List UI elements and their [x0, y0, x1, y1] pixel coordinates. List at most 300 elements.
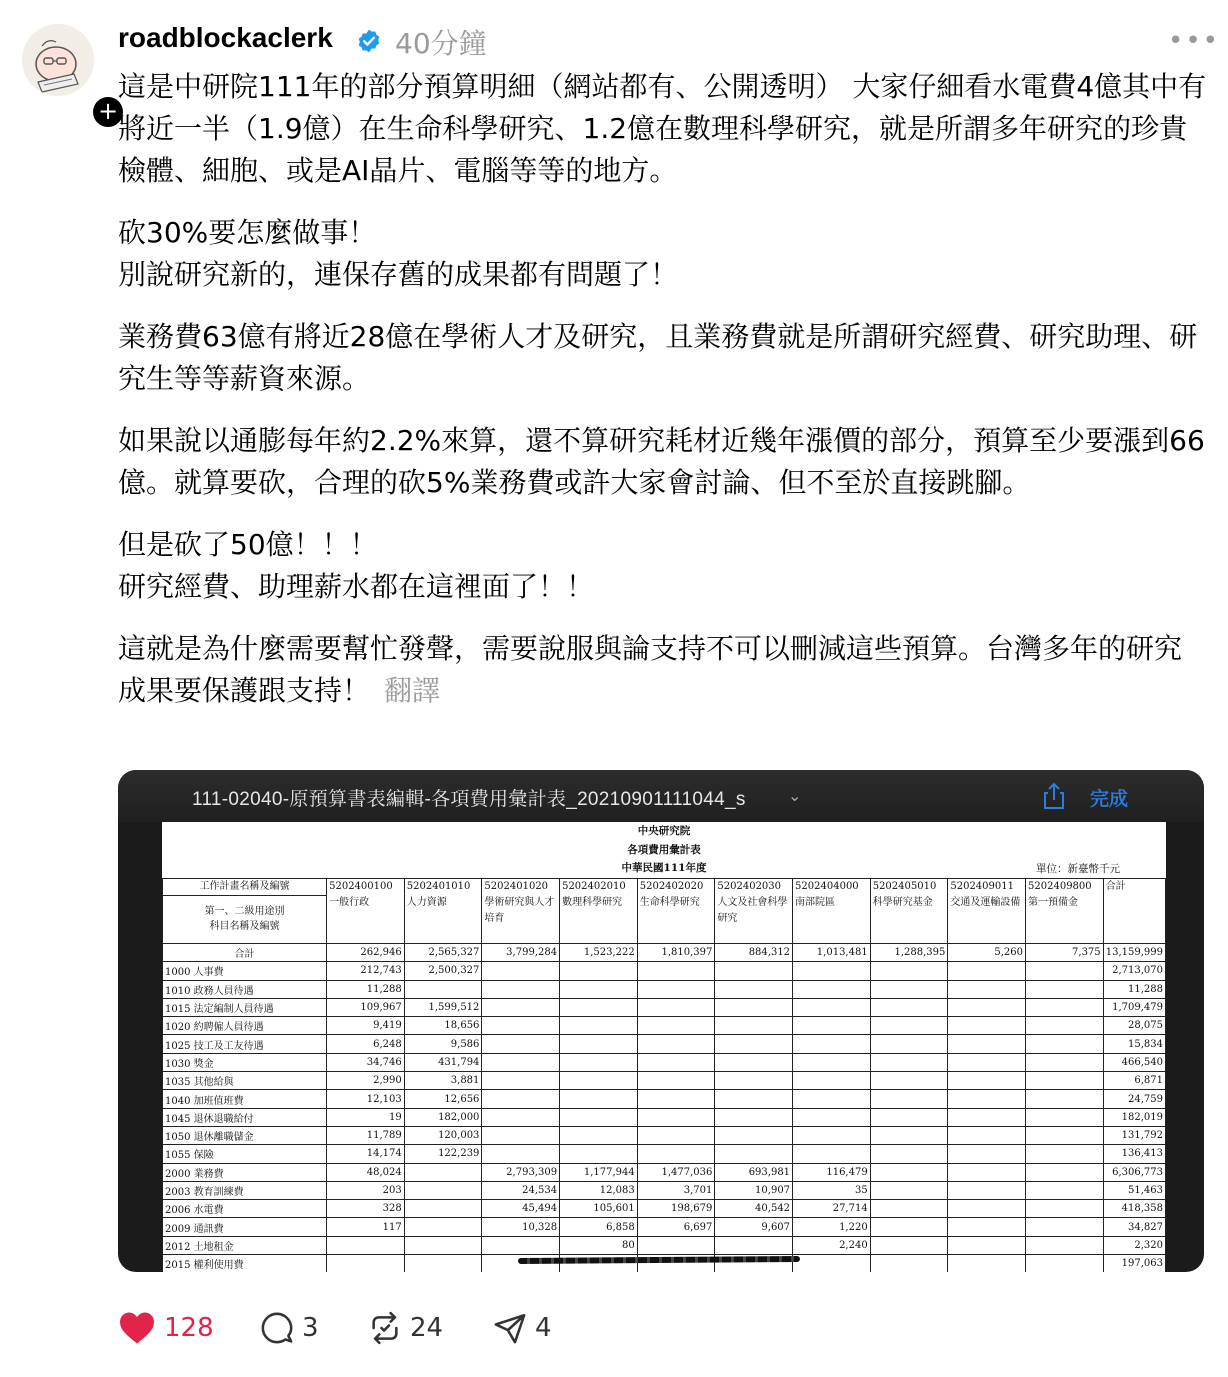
row-label: 2006 水電費 — [163, 1200, 327, 1218]
table-cell — [404, 1255, 482, 1272]
table-cell: 5,260 — [948, 944, 1026, 962]
table-cell: 2,793,309 — [482, 1163, 560, 1181]
column-header-5 — [715, 879, 793, 944]
table-cell — [948, 962, 1026, 980]
table-cell: 14,174 — [327, 1145, 405, 1163]
table-cell: 35 — [793, 1181, 871, 1199]
sheet-title: 各項費用彙計表 — [627, 844, 701, 856]
table-cell: 10,328 — [482, 1218, 560, 1236]
table-cell — [715, 1108, 793, 1126]
table-cell: 418,358 — [1103, 1200, 1165, 1218]
column-code: 5202402030 — [717, 881, 782, 892]
table-cell: 34,827 — [1103, 1218, 1165, 1236]
translate-link[interactable]: 翻譯 — [384, 674, 441, 707]
column-header-8 — [948, 879, 1026, 944]
table-cell — [1026, 1145, 1104, 1163]
table-cell: 24,759 — [1103, 1090, 1165, 1108]
column-name: 數理科學研究 — [562, 897, 623, 908]
table-cell — [793, 1145, 871, 1163]
table-cell — [637, 1145, 715, 1163]
table-cell — [715, 1236, 793, 1254]
table-cell — [637, 998, 715, 1016]
table-cell — [560, 1017, 638, 1035]
table-cell — [948, 1072, 1026, 1090]
table-cell: 105,601 — [560, 1200, 638, 1218]
table-cell: 6,306,773 — [1103, 1163, 1165, 1181]
table-cell — [637, 1236, 715, 1254]
table-cell — [482, 1053, 560, 1071]
table-cell: 9,586 — [404, 1035, 482, 1053]
post-paragraph: 這是中研院111年的部分預算明細（網站都有、公開透明） 大家仔細看水電費4億其中有將近一半（1.9億）在生命科學研究、1.2億在數理科學研究，就是所謂多年研究的珍貴檢體、細胞、或是AI晶片、電腦等等的地方。 — [118, 70, 1207, 187]
table-cell: 40,542 — [715, 1200, 793, 1218]
table-cell — [404, 980, 482, 998]
share-count: 4 — [535, 1313, 552, 1343]
table-cell — [948, 1090, 1026, 1108]
column-code: 5202402020 — [639, 881, 704, 892]
table-cell: 1,013,481 — [793, 944, 871, 962]
table-cell — [482, 998, 560, 1016]
username[interactable]: roadblockaclerk — [118, 22, 333, 53]
post-paragraph-text: 這就是為什麼需要幫忙發聲，需要說服與論支持不可以刪減這些預算。台灣多年的研究成果要保護跟支持！ — [118, 632, 1183, 707]
row-label: 2000 業務費 — [163, 1163, 327, 1181]
table-cell — [948, 1108, 1026, 1126]
column-code: 5202409800 — [1028, 881, 1092, 892]
table-cell — [793, 1255, 871, 1272]
row-label: 1030 獎金 — [163, 1053, 327, 1071]
column-header-2 — [482, 879, 560, 944]
table-cell — [793, 962, 871, 980]
table-cell — [1026, 1072, 1104, 1090]
table-cell — [637, 1072, 715, 1090]
table-cell — [1026, 1053, 1104, 1071]
column-name: 合計 — [1105, 881, 1126, 892]
table-cell — [870, 1236, 948, 1254]
table-cell — [1026, 962, 1104, 980]
table-row — [163, 962, 1166, 980]
table-cell — [560, 1108, 638, 1126]
more-options-icon[interactable]: ••• — [1168, 26, 1221, 56]
table-cell: 9,419 — [327, 1017, 405, 1035]
column-name: 生命科學研究 — [639, 897, 700, 908]
table-cell — [560, 998, 638, 1016]
table-cell — [715, 1072, 793, 1090]
table-cell: 28,075 — [1103, 1017, 1165, 1035]
share-button[interactable] — [493, 1306, 552, 1350]
repost-icon — [368, 1311, 402, 1345]
table-cell: 122,239 — [404, 1145, 482, 1163]
budget-table — [162, 878, 1166, 1272]
table-row — [163, 1236, 1166, 1254]
table-cell: 13,159,999 — [1103, 944, 1165, 962]
table-cell — [1026, 1090, 1104, 1108]
column-header-0 — [327, 879, 405, 944]
row-label: 1000 人事費 — [163, 962, 327, 980]
column-code: 5202402010 — [562, 881, 626, 892]
table-cell — [637, 1090, 715, 1108]
row-label: 2003 教育訓練費 — [163, 1181, 327, 1199]
table-cell — [637, 1017, 715, 1035]
table-cell — [870, 1145, 948, 1163]
table-cell — [870, 1035, 948, 1053]
table-cell: 15,834 — [1103, 1035, 1165, 1053]
table-cell: 1,523,222 — [560, 944, 638, 962]
table-cell — [870, 1090, 948, 1108]
table-cell — [715, 1090, 793, 1108]
like-button[interactable] — [118, 1306, 214, 1350]
table-row — [163, 944, 1166, 962]
table-row — [163, 1126, 1166, 1144]
verified-badge-icon — [356, 28, 382, 54]
heart-icon — [118, 1311, 156, 1345]
table-cell: 11,789 — [327, 1126, 405, 1144]
table-cell — [1026, 1035, 1104, 1053]
corner-bottom-label: 第一、二級用途別 科目名稱及編號 — [204, 906, 285, 932]
table-cell: 182,019 — [1103, 1108, 1165, 1126]
row-label: 合計 — [163, 944, 327, 962]
table-cell: 45,494 — [482, 1200, 560, 1218]
table-cell — [793, 1108, 871, 1126]
table-cell: 109,967 — [327, 998, 405, 1016]
table-cell — [482, 1072, 560, 1090]
sheet-unit: 單位：新臺幣千元 — [1036, 863, 1120, 875]
table-cell — [482, 1017, 560, 1035]
table-cell — [637, 980, 715, 998]
column-name: 交通及運輸設備 — [950, 897, 1021, 908]
table-cell — [948, 1200, 1026, 1218]
comment-icon — [260, 1311, 294, 1345]
table-cell — [1026, 998, 1104, 1016]
table-row — [163, 1218, 1166, 1236]
avatar-follow-wrap — [22, 24, 119, 125]
table-cell: 18,656 — [404, 1017, 482, 1035]
table-cell — [637, 1108, 715, 1126]
table-cell: 6,858 — [560, 1218, 638, 1236]
table-cell — [948, 1035, 1026, 1053]
post-image[interactable] — [118, 770, 1204, 1272]
table-cell — [1026, 1108, 1104, 1126]
table-cell: 1,220 — [793, 1218, 871, 1236]
table-cell: 12,656 — [404, 1090, 482, 1108]
table-cell — [948, 1126, 1026, 1144]
table-cell: 197,063 — [1103, 1255, 1165, 1272]
table-cell — [793, 1126, 871, 1144]
table-cell: 12,083 — [560, 1181, 638, 1199]
row-label: 1010 政務人員待遇 — [163, 980, 327, 998]
table-cell: 51,463 — [1103, 1181, 1165, 1199]
row-label: 1050 退休離職儲金 — [163, 1126, 327, 1144]
table-cell — [870, 980, 948, 998]
table-cell — [1026, 1126, 1104, 1144]
table-cell: 1,599,512 — [404, 998, 482, 1016]
table-row — [163, 980, 1166, 998]
table-row — [163, 1017, 1166, 1035]
table-row — [163, 1163, 1166, 1181]
table-cell — [715, 962, 793, 980]
row-label: 1035 其他給與 — [163, 1072, 327, 1090]
table-cell: 6,871 — [1103, 1072, 1165, 1090]
table-cell — [948, 1163, 1026, 1181]
table-cell — [948, 980, 1026, 998]
table-cell — [715, 1126, 793, 1144]
table-cell — [715, 998, 793, 1016]
table-cell: 6,697 — [637, 1218, 715, 1236]
column-header-7 — [870, 879, 948, 944]
table-cell — [327, 1236, 405, 1254]
row-label: 1040 加班值班費 — [163, 1090, 327, 1108]
post-paragraph-last — [118, 628, 1208, 712]
table-cell — [948, 1255, 1026, 1272]
table-cell: 2,320 — [1103, 1236, 1165, 1254]
column-name: 學術研究與人才培育 — [484, 897, 555, 924]
table-cell — [482, 1090, 560, 1108]
column-code: 5202401010 — [406, 881, 471, 892]
budget-sheet — [162, 822, 1166, 1272]
table-cell: 182,000 — [404, 1108, 482, 1126]
column-code: 5202401020 — [484, 881, 549, 892]
table-cell: 2,713,070 — [1103, 962, 1165, 980]
table-cell — [482, 962, 560, 980]
table-cell — [948, 1236, 1026, 1254]
table-cell — [637, 962, 715, 980]
column-name: 科學研究基金 — [872, 897, 933, 908]
table-cell — [793, 998, 871, 1016]
table-cell — [870, 1181, 948, 1199]
table-cell: 11,288 — [327, 980, 405, 998]
table-cell — [404, 1200, 482, 1218]
comment-button[interactable] — [260, 1306, 319, 1350]
table-cell — [1026, 1236, 1104, 1254]
table-cell: 3,701 — [637, 1181, 715, 1199]
table-cell — [715, 1017, 793, 1035]
post-paragraph: 但是砍了50億！！！ — [118, 528, 378, 561]
column-code: 5202405010 — [872, 881, 937, 892]
follow-plus-icon[interactable]: + — [90, 94, 126, 130]
table-cell: 1,477,036 — [637, 1163, 715, 1181]
table-cell — [404, 1236, 482, 1254]
table-row — [163, 1181, 1166, 1199]
table-cell: 10,907 — [715, 1181, 793, 1199]
table-row — [163, 1090, 1166, 1108]
table-cell — [560, 1126, 638, 1144]
table-cell — [404, 1163, 482, 1181]
table-cell — [870, 1108, 948, 1126]
table-cell: 1,177,944 — [560, 1163, 638, 1181]
table-cell — [1026, 1255, 1104, 1272]
repost-button[interactable] — [368, 1306, 443, 1350]
table-cell: 24,534 — [482, 1181, 560, 1199]
column-header-3 — [560, 879, 638, 944]
table-row — [163, 1053, 1166, 1071]
table-corner-cell — [163, 879, 327, 944]
column-name: 南部院區 — [795, 897, 836, 908]
share-icon[interactable] — [1042, 782, 1066, 810]
table-row — [163, 1108, 1166, 1126]
post-paragraph: 別說研究新的，連保存舊的成果都有問題了！ — [118, 258, 679, 291]
table-cell — [482, 1035, 560, 1053]
column-header-4 — [637, 879, 715, 944]
table-cell — [793, 1090, 871, 1108]
table-cell — [948, 1181, 1026, 1199]
table-cell: 34,746 — [327, 1053, 405, 1071]
table-cell — [793, 1017, 871, 1035]
column-header-9 — [1026, 879, 1104, 944]
table-cell: 262,946 — [327, 944, 405, 962]
table-cell — [637, 1053, 715, 1071]
comment-count: 3 — [302, 1313, 319, 1343]
table-cell — [870, 1072, 948, 1090]
table-cell: 9,607 — [715, 1218, 793, 1236]
row-label: 1015 法定編制人員待遇 — [163, 998, 327, 1016]
table-cell: 203 — [327, 1181, 405, 1199]
table-cell — [1026, 1017, 1104, 1035]
corner-top-label: 工作計畫名稱及編號 — [163, 879, 326, 896]
table-cell — [560, 1072, 638, 1090]
column-name: 第一預備金 — [1028, 897, 1079, 908]
table-cell: 116,479 — [793, 1163, 871, 1181]
table-cell — [637, 1126, 715, 1144]
table-cell: 431,794 — [404, 1053, 482, 1071]
table-cell: 3,881 — [404, 1072, 482, 1090]
column-code: 5202400100 — [329, 881, 393, 892]
column-code: 5202409011 — [950, 881, 1014, 892]
table-cell — [560, 1053, 638, 1071]
table-cell — [793, 1035, 871, 1053]
table-cell: 2,565,327 — [404, 944, 482, 962]
table-cell: 131,792 — [1103, 1126, 1165, 1144]
table-cell — [715, 1035, 793, 1053]
table-cell: 2,500,327 — [404, 962, 482, 980]
table-cell — [715, 1145, 793, 1163]
table-cell — [404, 1181, 482, 1199]
table-cell: 884,312 — [715, 944, 793, 962]
table-cell — [948, 1218, 1026, 1236]
row-label: 2015 權利使用費 — [163, 1255, 327, 1272]
send-icon — [493, 1311, 527, 1345]
table-cell: 6,248 — [327, 1035, 405, 1053]
table-cell: 27,714 — [793, 1200, 871, 1218]
post-paragraph: 如果說以通膨每年約2.2%來算，還不算研究耗材近幾年漲價的部分，預算至少要漲到66億。就算要砍，合理的砍5%業務費或許大家會討論、但不至於直接跳腳。 — [118, 424, 1205, 499]
chevron-down-icon[interactable]: ⌄ — [788, 786, 802, 805]
table-row — [163, 1072, 1166, 1090]
file-title: 111-02040-原預算書表編輯-各項費用彙計表_20210901111044_s — [192, 789, 746, 810]
table-cell — [948, 1017, 1026, 1035]
post-paragraph: 業務費63億有將近28億在學術人才及研究，且業務費就是所謂研究經費、研究助理、研究生等等薪資來源。 — [118, 320, 1198, 395]
table-cell — [793, 980, 871, 998]
table-cell — [1026, 980, 1104, 998]
table-cell: 80 — [560, 1236, 638, 1254]
table-cell — [870, 1126, 948, 1144]
table-cell — [948, 1053, 1026, 1071]
row-label: 1020 約聘僱人員待遇 — [163, 1017, 327, 1035]
column-code: 5202404000 — [795, 881, 859, 892]
table-cell — [560, 1035, 638, 1053]
table-cell — [637, 1035, 715, 1053]
table-cell: 136,413 — [1103, 1145, 1165, 1163]
table-cell: 212,743 — [327, 962, 405, 980]
table-row — [163, 1200, 1166, 1218]
table-header-row — [163, 879, 1166, 944]
table-cell — [870, 998, 948, 1016]
table-cell — [560, 1090, 638, 1108]
done-button[interactable]: 完成 — [1090, 788, 1129, 810]
table-row — [163, 1035, 1166, 1053]
table-cell — [793, 1072, 871, 1090]
table-cell — [948, 998, 1026, 1016]
table-cell — [870, 1163, 948, 1181]
table-cell — [482, 1236, 560, 1254]
row-label: 1025 技工及工友待遇 — [163, 1035, 327, 1053]
table-cell — [793, 1053, 871, 1071]
table-cell: 12,103 — [327, 1090, 405, 1108]
post-paragraph: 研究經費、助理薪水都在這裡面了！！ — [118, 570, 595, 603]
sheet-year: 中華民國111年度 — [621, 862, 707, 874]
table-cell: 328 — [327, 1200, 405, 1218]
table-cell — [870, 962, 948, 980]
repost-count: 24 — [410, 1313, 444, 1343]
table-cell — [1026, 1163, 1104, 1181]
table-cell: 1,709,479 — [1103, 998, 1165, 1016]
table-cell: 1,288,395 — [870, 944, 948, 962]
table-row — [163, 998, 1166, 1016]
table-cell — [482, 1108, 560, 1126]
row-label: 1045 退休退職給付 — [163, 1108, 327, 1126]
column-header-10 — [1103, 879, 1165, 944]
table-cell — [870, 1053, 948, 1071]
table-cell: 19 — [327, 1108, 405, 1126]
table-cell: 2,990 — [327, 1072, 405, 1090]
table-cell — [482, 1145, 560, 1163]
table-cell: 2,240 — [793, 1236, 871, 1254]
column-name: 人力資源 — [406, 897, 447, 908]
table-cell: 11,288 — [1103, 980, 1165, 998]
table-cell: 3,799,284 — [482, 944, 560, 962]
column-header-1 — [404, 879, 482, 944]
table-cell — [482, 980, 560, 998]
table-cell: 466,540 — [1103, 1053, 1165, 1071]
table-cell: 198,679 — [637, 1200, 715, 1218]
table-cell — [715, 980, 793, 998]
table-cell — [327, 1255, 405, 1272]
table-cell — [482, 1126, 560, 1144]
table-cell — [1026, 1200, 1104, 1218]
like-count: 128 — [164, 1313, 214, 1343]
column-header-6 — [793, 879, 871, 944]
table-cell — [404, 1218, 482, 1236]
table-cell: 117 — [327, 1218, 405, 1236]
table-cell — [715, 1053, 793, 1071]
table-cell — [1026, 1218, 1104, 1236]
table-cell: 1,810,397 — [637, 944, 715, 962]
table-cell — [870, 1255, 948, 1272]
table-cell — [1026, 1181, 1104, 1199]
table-cell — [870, 1017, 948, 1035]
row-label: 2012 土地租金 — [163, 1236, 327, 1254]
table-cell: 7,375 — [1026, 944, 1104, 962]
action-bar — [118, 1306, 718, 1350]
table-cell — [870, 1218, 948, 1236]
post-paragraph: 砍30%要怎麼做事！ — [118, 216, 377, 249]
post-body — [118, 66, 1208, 732]
row-label: 2009 通訊費 — [163, 1218, 327, 1236]
sheet-org: 中央研究院 — [637, 825, 691, 837]
table-cell — [870, 1200, 948, 1218]
column-name: 一般行政 — [329, 897, 370, 908]
column-name: 人文及社會科學研究 — [717, 897, 788, 924]
table-cell: 120,003 — [404, 1126, 482, 1144]
row-label: 1055 保險 — [163, 1145, 327, 1163]
table-row — [163, 1145, 1166, 1163]
table-cell: 693,981 — [715, 1163, 793, 1181]
